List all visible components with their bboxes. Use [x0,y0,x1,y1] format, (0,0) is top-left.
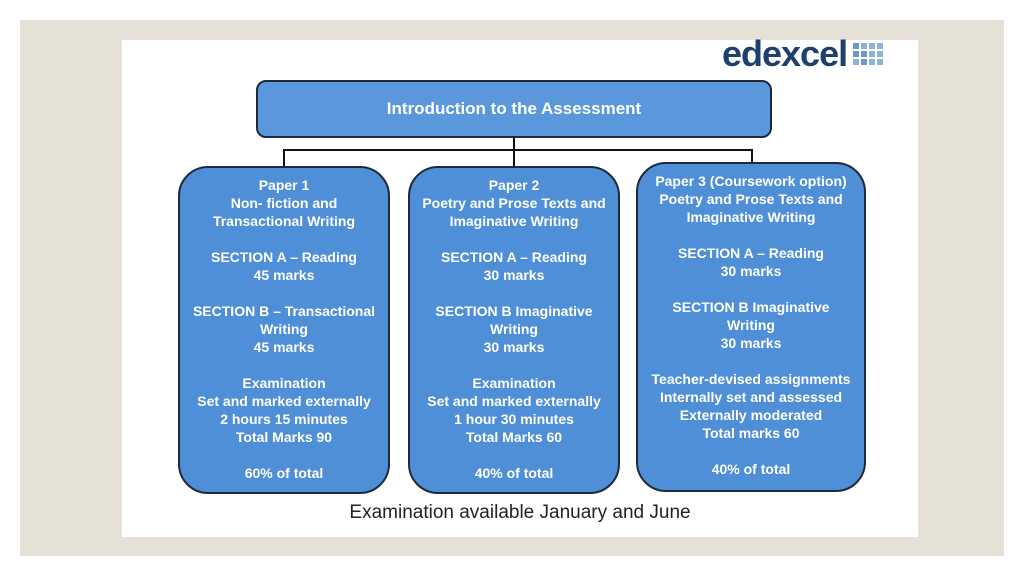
paper-2-exam: Examination Set and marked externally 1 hour 30 minutes Total Marks 60 [427,375,601,445]
title-text: Introduction to the Assessment [386,99,642,118]
paper-1-exam: Examination Set and marked externally 2 hours 15 minutes Total Marks 90 [197,375,371,445]
paper-1-section-a: SECTION A – Reading 45 marks [211,249,357,283]
paper-3-section-a: SECTION A – Reading 30 marks [678,245,824,279]
paper-1-weight: 60% of total [244,465,324,481]
paper-2-section-a: SECTION A – Reading 30 marks [441,249,587,283]
logo-grid-icon [853,43,883,65]
paper-3-section-b: SECTION B Imaginative Writing 30 marks [672,299,830,351]
edexcel-logo [722,34,883,74]
paper-2-heading: Paper 2 Poetry and Prose Texts and Imaginative Writing [422,177,606,229]
paper-3-assessment: Teacher-devised assignments Internally set and assessed Externally moderated Total marks 60 [651,371,851,441]
title-box [256,80,772,138]
paper-2-section-b: SECTION B Imaginative Writing 30 marks [435,303,593,355]
paper-3-weight: 40% of total [711,461,791,477]
paper-2-weight: 40% of total [474,465,554,481]
paper-3-box [636,162,866,492]
paper-1-heading: Paper 1 Non- fiction and Transactional Writing [212,177,356,229]
paper-1-box [178,166,390,494]
paper-1-section-b: SECTION B – Transactional Writing 45 marks [192,303,376,355]
footer-note: Examination available January and June [349,502,691,523]
paper-2-box [408,166,620,494]
paper-3-heading: Paper 3 (Coursework option) Poetry and Prose Texts and Imaginative Writing [655,173,847,225]
logo-text: edexcel [722,33,848,74]
